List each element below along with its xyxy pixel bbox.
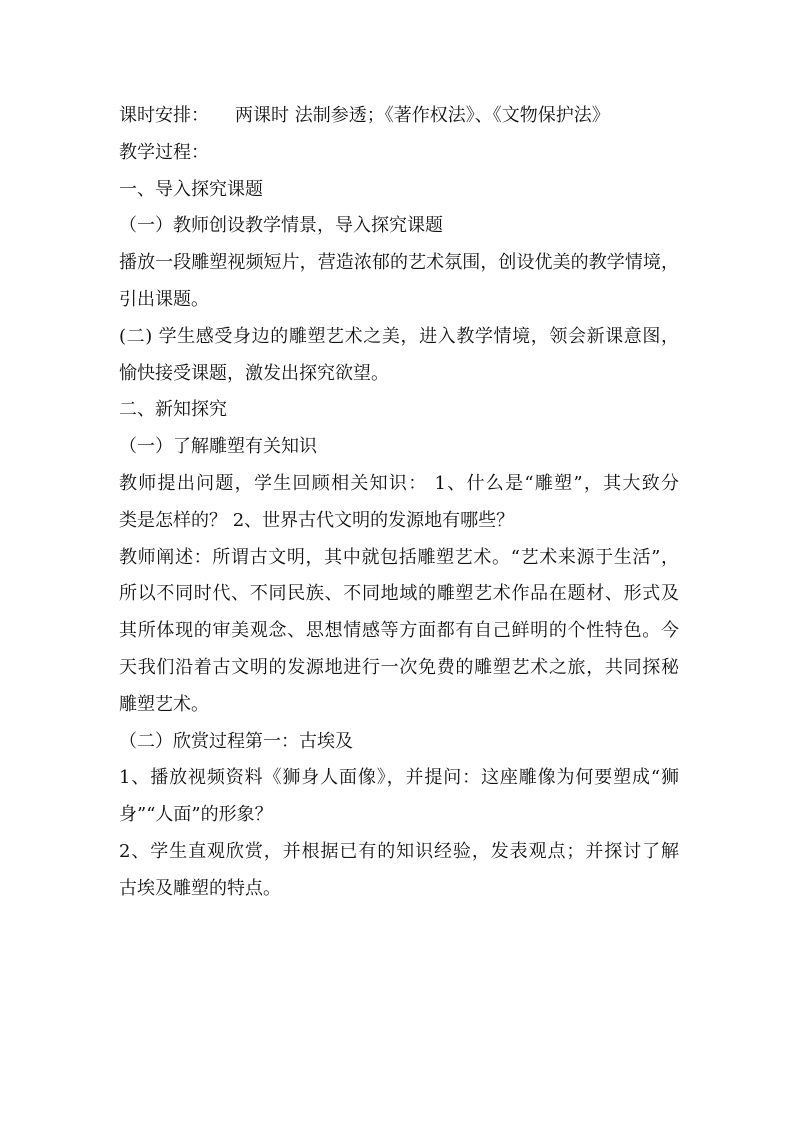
document-body xyxy=(119,98,679,908)
schedule-value: 两课时 法制参透；《著作权法》、《文物保护法》 xyxy=(235,105,610,126)
paragraph-line: 1、播放视频资料《狮身人面像》，并提问：这座雕像为何要塑成“狮 xyxy=(119,767,679,789)
paragraph-line: 天我们沿着古文明的发源地进行一次免费的雕塑艺术之旅，共同探秘 xyxy=(119,656,679,678)
paragraph-line: 愉快接受课题，激发出探究欲望。 xyxy=(119,362,389,384)
paragraph-line: 2、学生直观欣赏，并根据已有的知识经验，发表观点；并探讨了解 xyxy=(119,840,679,862)
heading-part-one: 一、导入探究课题 xyxy=(119,178,263,200)
paragraph-line: 教师阐述：所谓古文明，其中就包括雕塑艺术。“艺术来源于生活”， xyxy=(119,546,679,568)
paragraph-line: 雕塑艺术。 xyxy=(119,693,209,715)
subheading-2-1: （一）了解雕塑有关知识 xyxy=(119,436,317,458)
paragraph-line: 古埃及雕塑的特点。 xyxy=(119,877,281,899)
heading-part-two: 二、新知探究 xyxy=(119,399,227,421)
paragraph-line: 所以不同时代、不同民族、不同地域的雕塑艺术作品在题材、形式及 xyxy=(119,583,679,605)
subheading-1-1: （一）教师创设教学情景，导入探究课题 xyxy=(119,215,443,237)
schedule-label: 课时安排： xyxy=(119,105,209,126)
paragraph-line: (二) 学生感受身边的雕塑艺术之美，进入教学情境，领会新课意图， xyxy=(119,325,679,347)
schedule-line xyxy=(119,98,679,135)
subheading-2-2: （二）欣赏过程第一：古埃及 xyxy=(119,730,353,752)
paragraph-line: 其所体现的审美观念、思想情感等方面都有自己鲜明的个性特色。今 xyxy=(119,620,679,642)
section-heading-process: 教学过程： xyxy=(119,141,209,163)
paragraph-line: 播放一段雕塑视频短片，营造浓郁的艺术氛围，创设优美的教学情境， xyxy=(119,252,679,274)
paragraph-line: 引出课题。 xyxy=(119,288,209,310)
paragraph-line: 类是怎样的？ 2、世界古代文明的发源地有哪些？ xyxy=(119,509,515,531)
paragraph-line: 教师提出问题，学生回顾相关知识： 1、什么是“雕塑”，其大致分 xyxy=(119,472,679,494)
paragraph-line: 身”“人面”的形象？ xyxy=(119,804,273,826)
